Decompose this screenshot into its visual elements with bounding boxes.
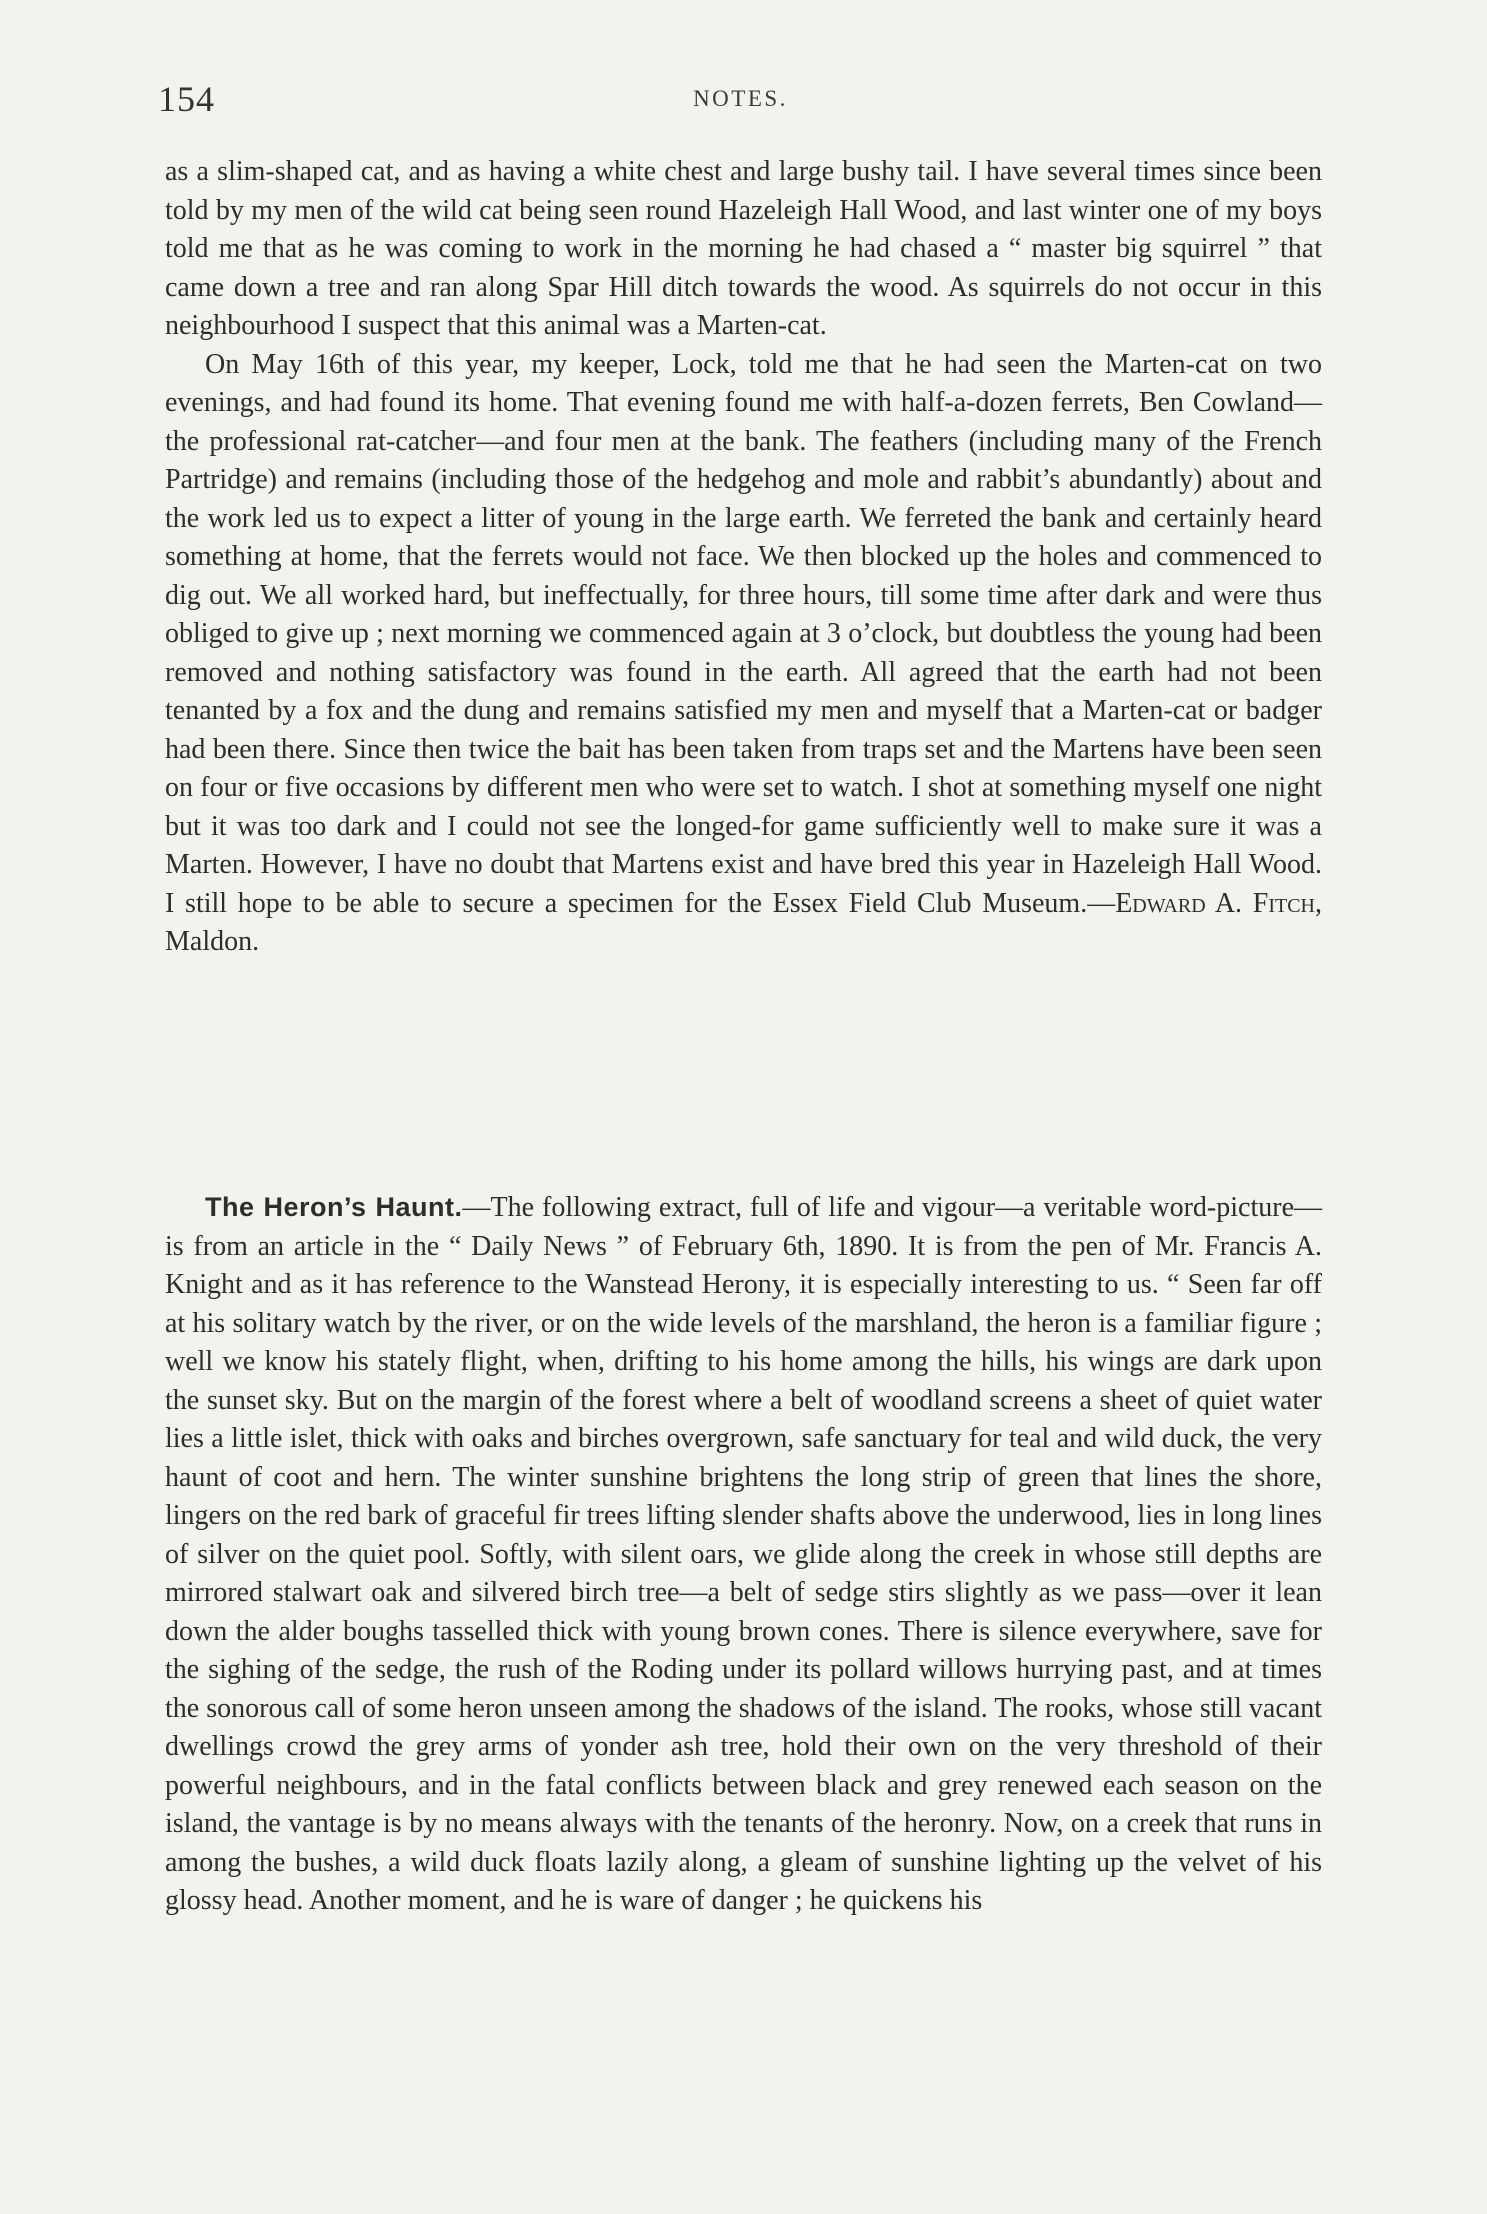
running-title: NOTES.	[693, 86, 788, 111]
marten-paragraph-2	[165, 346, 1322, 962]
heron-paragraph	[165, 1188, 1322, 1921]
signature-place: , Maldon.	[165, 887, 1323, 957]
marten-note	[165, 153, 1322, 962]
heron-note	[165, 1188, 1322, 1921]
heron-note-title: The Heron’s Haunt.	[205, 1192, 463, 1222]
page-number: 154	[158, 79, 215, 119]
marten-paragraph-1: as a slim-shaped cat, and as having a white chest and large bushy tail. I have several times since been told by my men of the wild cat being seen round Hazeleigh Hall Wood, and last winter one of my boys told me that as he was coming to work in the morning he had chased a “ master big squirrel ” that came down a tree and ran along Spar Hill ditch towards the wood. As squirrels do not occur in this neighbourhood I suspect that this animal was a Marten-cat.	[165, 156, 1322, 341]
heron-note-body: —The following extract, full of life and vigour—a veritable word-picture—is from an article in the “ Daily News ” of February 6th, 1890. It is from the pen of Mr. Francis A. Knight and as it has reference to the Wanstead Herony, it is especially interesting to us. “ Seen far off at his solitary watch by the river, or on the wide levels of the marshland, the heron is a familiar figure ; well we know his stately flight, when, drifting to his home among the hills, his wings are dark upon the sunset sky. But on the margin of the forest where a belt of woodland screens a sheet of quiet water lies a little islet, thick with oaks and birches overgrown, safe sanctuary for teal and wild duck, the very haunt of coot and hern. The winter sunshine brightens the long strip of green that lines the shore, lingers on the red bark of graceful fir trees lifting slender shafts above the underwood, lies in long lines of silver on the quiet pool. Softly, with silent oars, we glide along the creek in whose still depths are mirrored stalwart oak and silvered birch tree—a belt of sedge stirs slightly as we pass—over it lean down the alder boughs tasselled thick with young brown cones. There is silence everywhere, save for the sighing of the sedge, the rush of the Roding under its pollard willows hurrying past, and at times the sonorous call of some heron unseen among the shadows of the island. The rooks, whose still vacant dwellings crowd the grey arms of yonder ash tree, hold their own on the very threshold of their powerful neighbours, and in the fatal conflicts between black and grey renewed each season on the island, the vantage is by no means always with the tenants of the heronry. Now, on a creek that runs in among the bushes, a wild duck floats lazily along, a gleam of sunshine lighting up the velvet of his glossy head. Another moment, and he is ware of danger ; he quickens his	[165, 1192, 1322, 1916]
marten-paragraph-2-text: On May 16th of this year, my keeper, Lock, told me that he had seen the Marten-cat on two evenings, and had found its home. That evening found me with half-a-dozen ferrets, Ben Cowland—the professional rat-catcher—and four men at the bank. The feathers (including many of the French Partridge) and remains (including those of the hedgehog and mole and rabbit’s abundantly) about and the work led us to expect a litter of young in the large earth. We ferreted the bank and certainly heard something at home, that the ferrets would not face. We then blocked up the holes and commenced to dig out. We all worked hard, but ineffectually, for three hours, till some time after dark and were thus obliged to give up ; next morning we commenced again at 3 o’clock, but doubtless the young had been removed and nothing satisfactory was found in the earth. All agreed that the earth had not been tenanted by a fox and the dung and remains satisfied my men and myself that a Marten-cat or badger had been there. Since then twice the bait has been taken from traps set and the Martens have been seen on four or five occasions by different men who were set to watch. I shot at something myself one night but it was too dark and I could not see the longed-for game sufficiently well to make sure it was a Marten. However, I have no doubt that Martens exist and have bred this year in Hazeleigh Hall Wood. I still hope to be able to secure a specimen for the Essex Field Club Museum.—	[165, 348, 1322, 919]
running-head	[158, 78, 1323, 128]
signature-name: Edward A. Fitch	[1115, 887, 1316, 919]
